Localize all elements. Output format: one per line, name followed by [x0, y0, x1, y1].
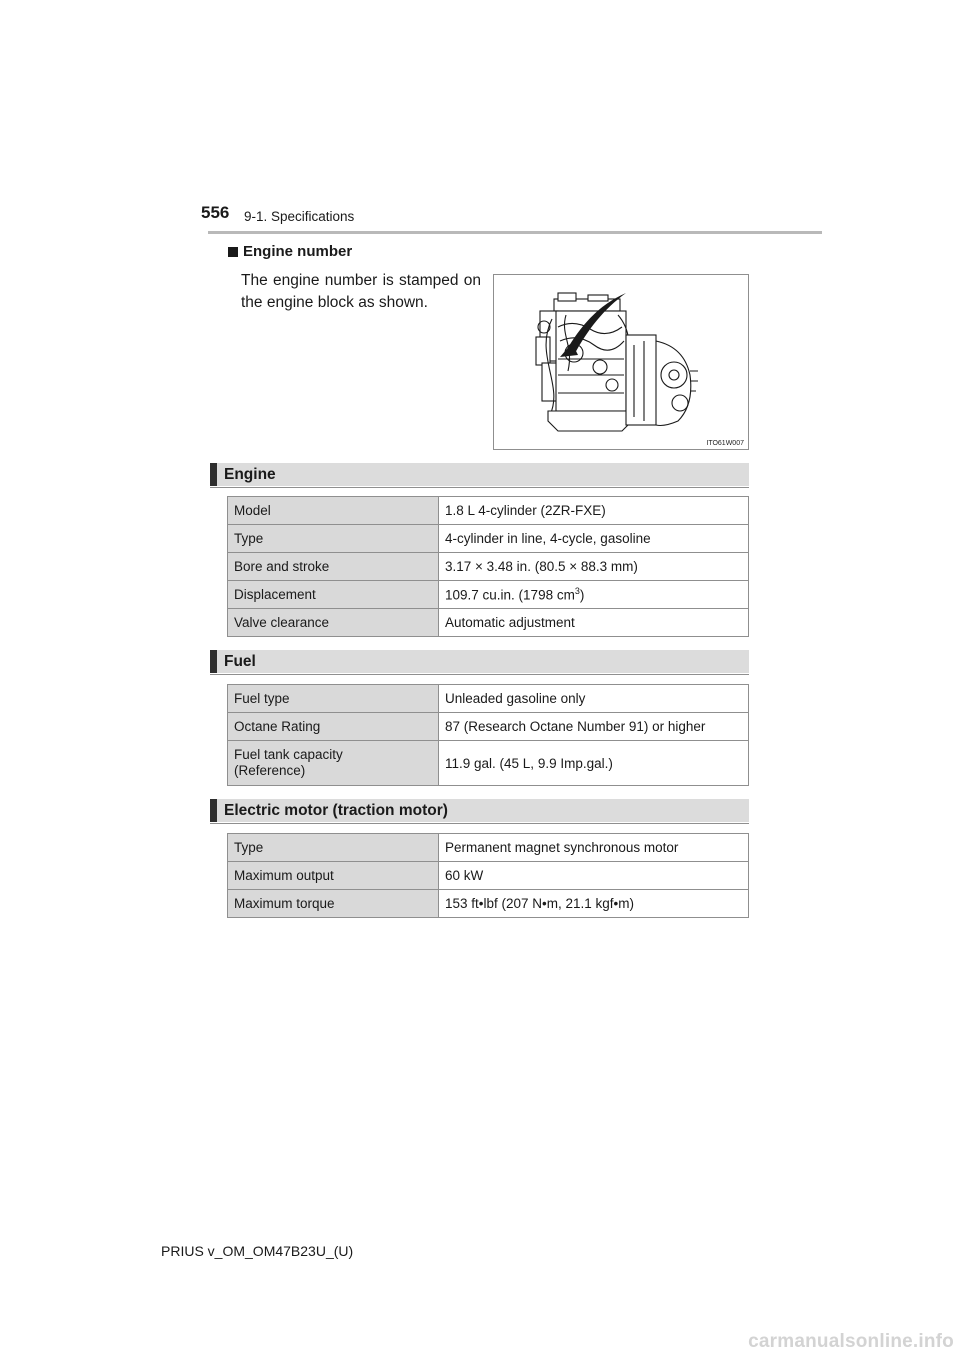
displacement-main: 109.7 cu.in. (1798 cm [445, 587, 575, 603]
table-row [228, 890, 749, 918]
section-rule [210, 487, 749, 488]
spec-label-line: Fuel tank capacity [234, 747, 343, 762]
spec-label: Valve clearance [228, 609, 439, 637]
engine-block-illustration [493, 274, 749, 450]
engine-number-heading [228, 243, 352, 260]
document-id: PRIUS v_OM_OM47B23U_(U) [161, 1243, 354, 1259]
fuel-section-header [210, 650, 749, 673]
figure-code: ITO61W007 [706, 440, 744, 447]
motor-section-header [210, 799, 749, 822]
table-row [228, 553, 749, 581]
displacement-end: ) [579, 587, 585, 603]
fuel-section-title: Fuel [224, 653, 256, 670]
spec-label: Type [228, 525, 439, 553]
table-row [228, 525, 749, 553]
engine-number-heading-text: Engine number [243, 243, 353, 260]
section-rule [210, 674, 749, 675]
motor-section-title: Electric motor (traction motor) [224, 802, 448, 819]
section-rule [210, 823, 749, 824]
spec-value: 153 ft•lbf (207 N•m, 21.1 kgf•m) [439, 890, 749, 918]
spec-label: Bore and stroke [228, 553, 439, 581]
watermark: carmanualsonline.info [748, 1331, 954, 1352]
spec-value: 4-cylinder in line, 4-cycle, gasoline [439, 525, 749, 553]
page-number: 556 [201, 203, 230, 222]
engine-spec-table [227, 496, 749, 637]
engine-section-title: Engine [224, 466, 276, 483]
header-rule [208, 231, 822, 234]
spec-label: Maximum torque [228, 890, 439, 918]
spec-label: Displacement [228, 581, 439, 609]
spec-value [439, 581, 749, 609]
spec-value: Permanent magnet synchronous motor [439, 834, 749, 862]
engine-number-description: The engine number is stamped on the engine block as shown. [241, 272, 481, 311]
table-row [228, 685, 749, 713]
spec-label-line: (Reference) [234, 763, 306, 778]
spec-value: Automatic adjustment [439, 609, 749, 637]
table-row [228, 834, 749, 862]
section-reference: 9-1. Specifications [244, 209, 355, 224]
table-row [228, 581, 749, 609]
spec-value: Unleaded gasoline only [439, 685, 749, 713]
spec-value: 1.8 L 4-cylinder (2ZR-FXE) [439, 497, 749, 525]
motor-spec-table [227, 833, 749, 918]
engine-drawing [494, 275, 748, 449]
spec-value: 60 kW [439, 862, 749, 890]
displacement-superscript: 3 [574, 586, 580, 597]
spec-label: Fuel type [228, 685, 439, 713]
table-row [228, 741, 749, 786]
spec-label: Type [228, 834, 439, 862]
section-accent [210, 463, 217, 486]
spec-label: Octane Rating [228, 713, 439, 741]
section-accent [210, 650, 217, 673]
fuel-spec-table [227, 684, 749, 786]
spec-value: 11.9 gal. (45 L, 9.9 Imp.gal.) [439, 741, 749, 786]
table-row [228, 862, 749, 890]
spec-value: 3.17 × 3.48 in. (80.5 × 88.3 mm) [439, 553, 749, 581]
table-row [228, 497, 749, 525]
spec-label: Maximum output [228, 862, 439, 890]
spec-label: Model [228, 497, 439, 525]
table-row [228, 609, 749, 637]
engine-section-header [210, 463, 749, 486]
table-row [228, 713, 749, 741]
spec-value: 87 (Research Octane Number 91) or higher [439, 713, 749, 741]
spec-label [228, 741, 439, 786]
square-bullet-icon [228, 247, 238, 257]
section-accent [210, 799, 217, 822]
